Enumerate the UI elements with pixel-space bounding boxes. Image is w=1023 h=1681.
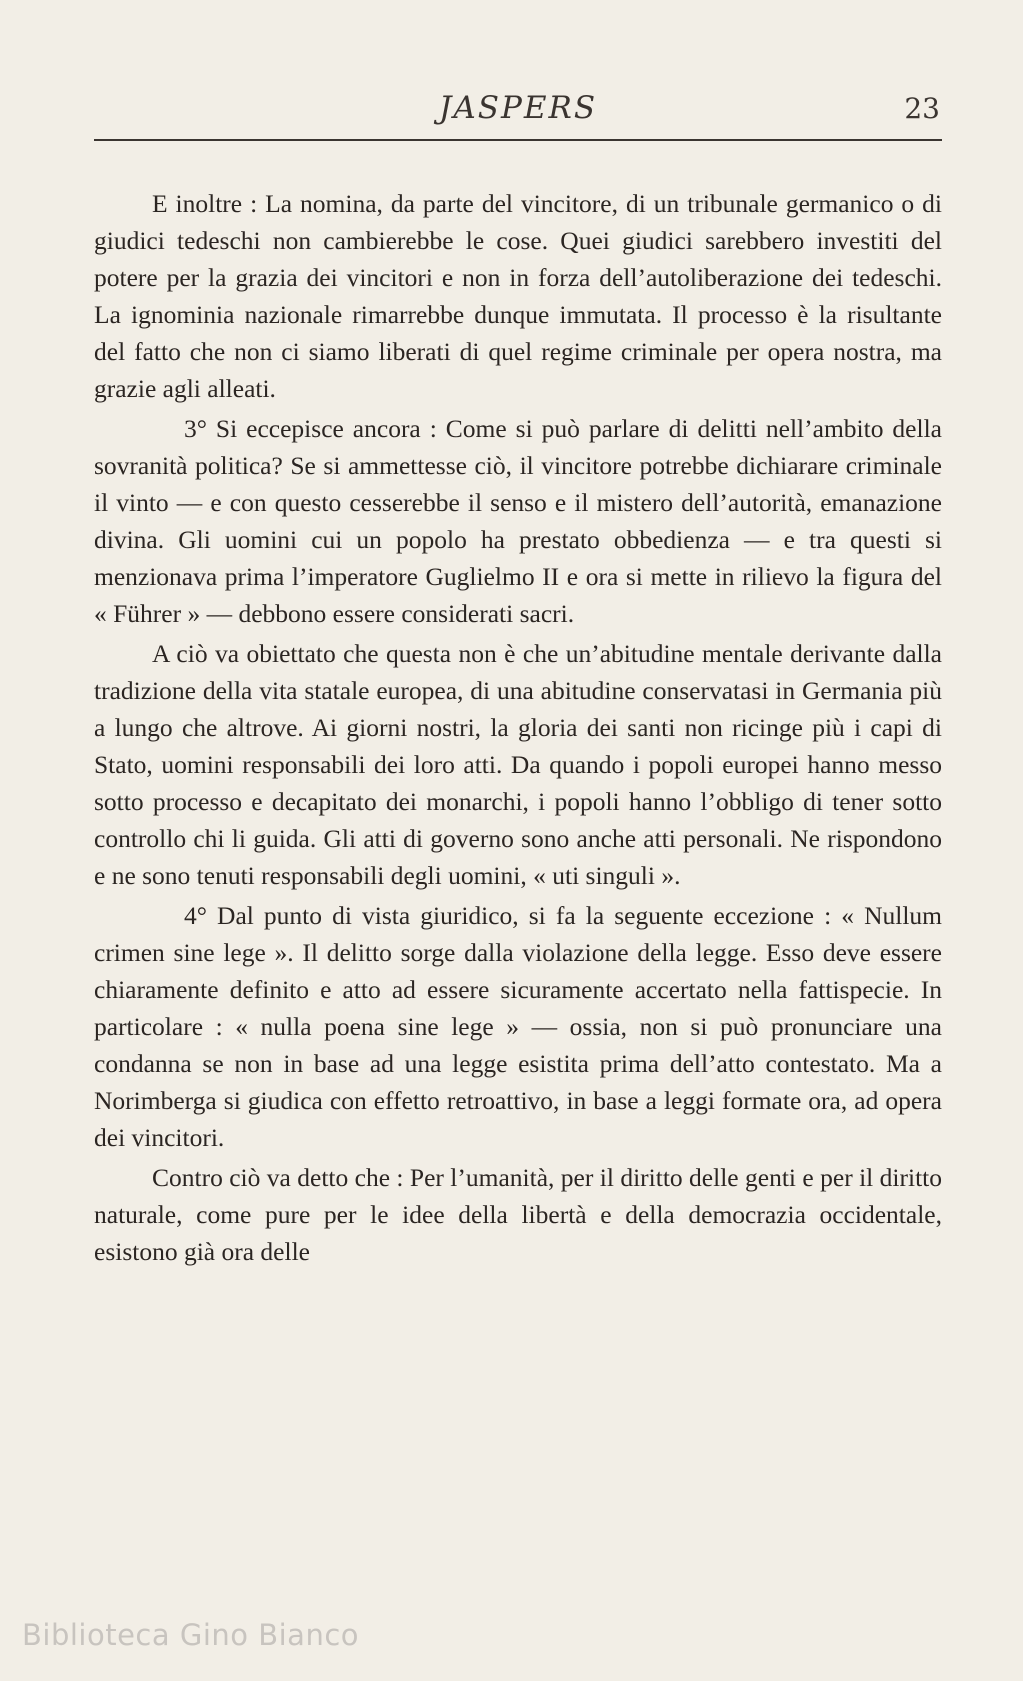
body-text [94,185,942,1270]
header-rule [94,139,942,141]
running-title: JASPERS [438,90,598,126]
paragraph-2: 3° Si eccepisce ancora : Come si può parlare di delitti nell’ambito della sovranità politica? Se si ammettesse ciò, il vincitore potrebbe dichiarare criminale il vinto — e con questo cesserebbe il senso e il mistero dell’autorità, emanazione divina. Gli uomini cui un popolo ha prestato obbedienza — e tra questi si menzionava prima l’imperatore Guglielmo II e ora si mette in rilievo la figura del « Führer » — debbono essere considerati sacri. [94,414,942,628]
paragraph-1: E inoltre : La nomina, da parte del vincitore, di un tribunale germanico o di giudici tedeschi non cambierebbe le cose. Quei giudici sarebbero investiti del potere per la grazia dei vincitori e non in forza dell’autoliberazione dei tedeschi. La ignominia nazionale rimarrebbe dunque immutata. Il processo è la risultante del fatto che non ci siamo liberati di quel regime criminale per opera nostra, ma grazie agli alleati. [94,189,942,403]
page-number: 23 [904,92,940,125]
page-header [94,90,942,134]
paragraph-5: Contro ciò va detto che : Per l’umanità, per il diritto delle genti e per il diritto naturale, come pure per le idee della libertà e della democrazia occidentale, esistono già ora delle [94,1163,942,1266]
library-watermark: Biblioteca Gino Bianco [22,1618,360,1652]
paragraph-3: A ciò va obiettato che questa non è che un’abitudine mentale derivante dalla tradizione della vita statale europea, di una abitudine conservatasi in Germania più a lungo che altrove. Ai giorni nostri, la gloria dei santi non ricinge più i capi di Stato, uomini responsabili dei loro atti. Da quando i popoli europei hanno messo sotto processo e decapitato dei monarchi, i popoli hanno l’obbligo di tener sotto controllo chi li guida. Gli atti di governo sono anche atti personali. Ne rispondono e ne sono tenuti responsabili degli uomini, « uti singuli ». [94,639,942,890]
paragraph-4: 4° Dal punto di vista giuridico, si fa la seguente eccezione : « Nullum crimen sine lege ». Il delitto sorge dalla violazione della legge. Esso deve essere chiaramente definito e atto ad essere sicuramente accertato nella fattispecie. In particolare : « nulla poena sine lege » — ossia, non si può pronunciare una condanna se non in base ad una legge esistita prima dell’atto contestato. Ma a Norimberga si giudica con effetto retroattivo, in base a leggi formate ora, ad opera dei vincitori. [94,901,942,1152]
